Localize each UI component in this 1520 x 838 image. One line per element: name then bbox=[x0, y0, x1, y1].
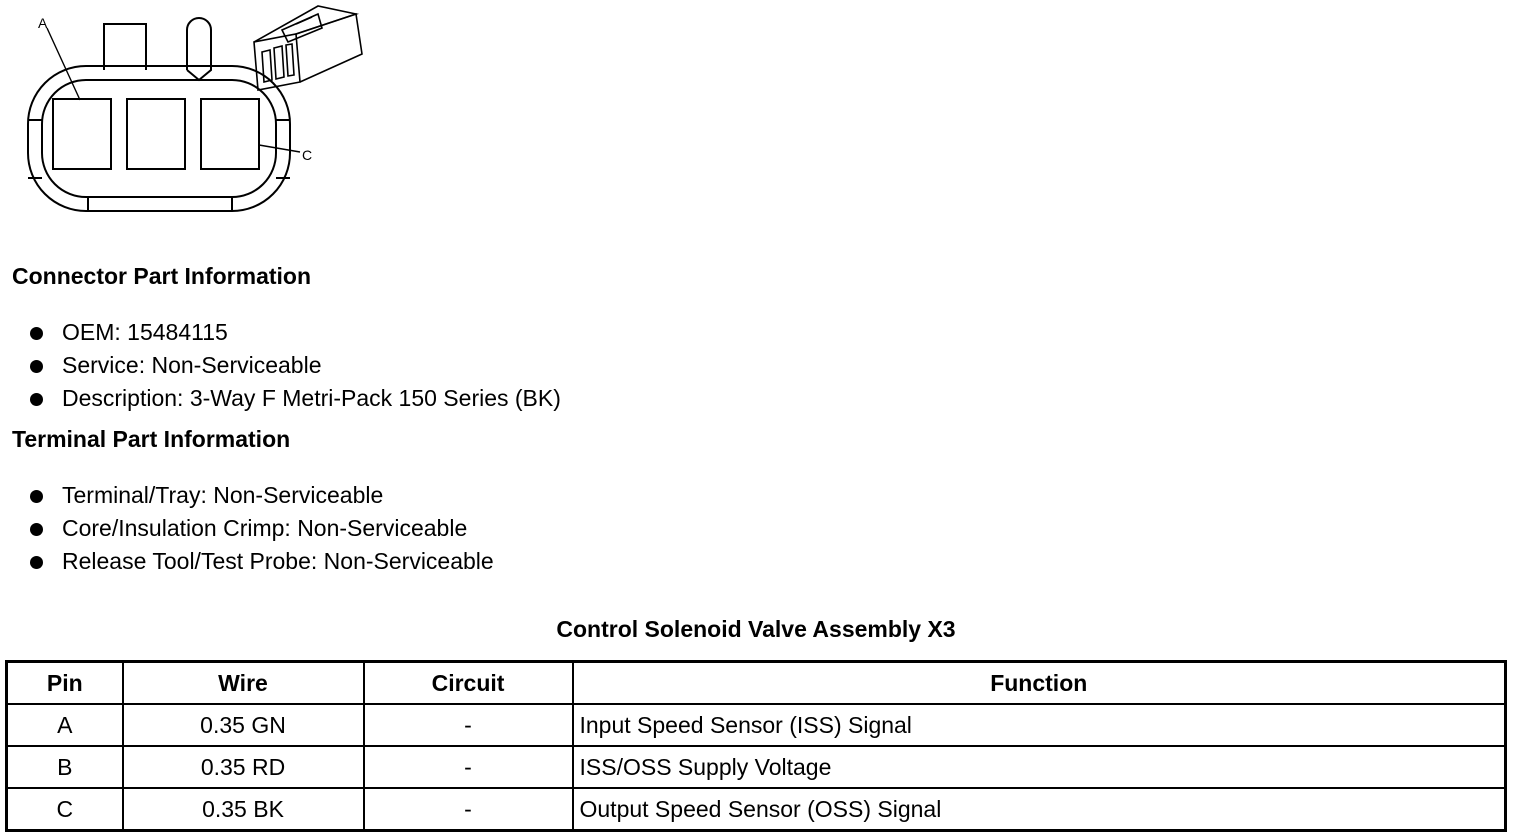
bullet-icon bbox=[30, 490, 43, 503]
connector-oem: OEM: 15484115 bbox=[62, 319, 228, 345]
cell-wire: 0.35 GN bbox=[123, 704, 364, 746]
header-wire: Wire bbox=[123, 662, 364, 705]
list-item bbox=[28, 382, 561, 415]
cell-function: Output Speed Sensor (OSS) Signal bbox=[573, 788, 1506, 831]
cell-circuit: - bbox=[364, 746, 573, 788]
bullet-icon bbox=[30, 556, 43, 569]
header-circuit: Circuit bbox=[364, 662, 573, 705]
cell-wire: 0.35 RD bbox=[123, 746, 364, 788]
list-item bbox=[28, 512, 494, 545]
bullet-icon bbox=[30, 393, 43, 406]
connector-diagram bbox=[0, 0, 380, 225]
terminal-release-tool: Release Tool/Test Probe: Non-Serviceable bbox=[62, 548, 494, 574]
list-item bbox=[28, 349, 561, 382]
pin-label-c: C bbox=[302, 147, 313, 163]
bullet-icon bbox=[30, 523, 43, 536]
bullet-icon bbox=[30, 360, 43, 373]
connector-part-list bbox=[28, 316, 561, 415]
list-item bbox=[28, 316, 561, 349]
table-row bbox=[7, 788, 1506, 831]
connector-face-view-icon bbox=[28, 18, 300, 211]
list-item bbox=[28, 545, 494, 578]
table-title: Control Solenoid Valve Assembly X3 bbox=[556, 616, 956, 642]
connector-service: Service: Non-Serviceable bbox=[62, 352, 322, 378]
cell-pin: C bbox=[7, 788, 123, 831]
terminal-part-list bbox=[28, 479, 494, 578]
table-row bbox=[7, 704, 1506, 746]
cell-circuit: - bbox=[364, 704, 573, 746]
list-item bbox=[28, 479, 494, 512]
terminal-part-heading: Terminal Part Information bbox=[12, 426, 291, 452]
cell-pin: A bbox=[7, 704, 123, 746]
table-header-row bbox=[7, 662, 1506, 705]
bullet-icon bbox=[30, 327, 43, 340]
cell-pin: B bbox=[7, 746, 123, 788]
cell-function: Input Speed Sensor (ISS) Signal bbox=[573, 704, 1506, 746]
terminal-tray: Terminal/Tray: Non-Serviceable bbox=[62, 482, 384, 508]
cell-function: ISS/OSS Supply Voltage bbox=[573, 746, 1506, 788]
cell-wire: 0.35 BK bbox=[123, 788, 364, 831]
connector-part-heading: Connector Part Information bbox=[12, 263, 312, 289]
cell-circuit: - bbox=[364, 788, 573, 831]
terminal-crimp: Core/Insulation Crimp: Non-Serviceable bbox=[62, 515, 468, 541]
pin-label-a: A bbox=[38, 15, 48, 31]
connector-body-isometric-icon bbox=[254, 6, 362, 90]
header-function: Function bbox=[573, 662, 1506, 705]
header-pin: Pin bbox=[7, 662, 123, 705]
pin-table bbox=[5, 660, 1507, 832]
table-row bbox=[7, 746, 1506, 788]
connector-description: Description: 3-Way F Metri-Pack 150 Series (BK) bbox=[62, 385, 561, 411]
